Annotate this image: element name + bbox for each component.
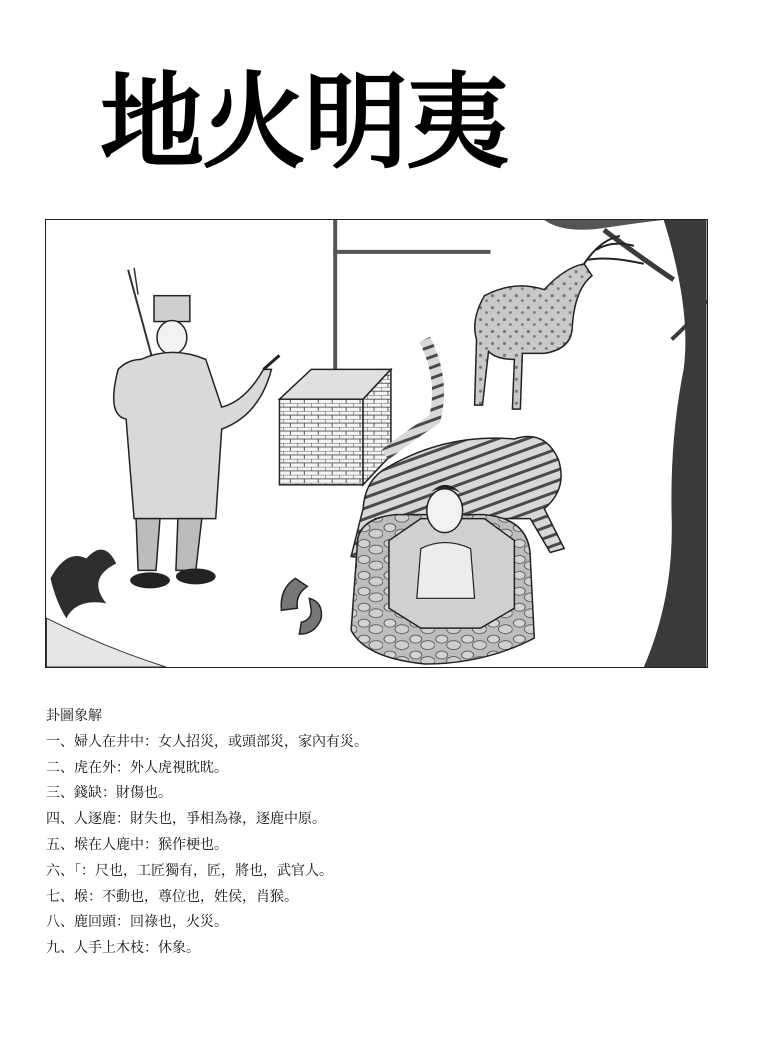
caption-item-text: 人逐鹿：財失也，爭相為祿，逐鹿中原。 bbox=[74, 811, 326, 828]
caption-item-number: 八、 bbox=[46, 914, 74, 931]
shrub bbox=[50, 550, 116, 619]
broken-coin bbox=[281, 578, 321, 634]
caption-item bbox=[46, 936, 706, 962]
caption-item bbox=[46, 781, 706, 807]
caption-item-text: 堠：不動也，尊位也，姓侯，肖猴。 bbox=[74, 888, 298, 905]
caption-item-text: 鹿回頭：回祿也，火災。 bbox=[74, 914, 228, 931]
caption-list bbox=[46, 730, 706, 962]
caption-item-number: 七、 bbox=[46, 888, 74, 905]
caption-item bbox=[46, 730, 706, 756]
caption-item-text: 「：尺也，工匠獨有，匠，將也，武官人。 bbox=[74, 862, 333, 879]
page-title: 地火明夷 bbox=[100, 61, 509, 183]
caption-item-number: 四、 bbox=[46, 811, 74, 828]
caption-item bbox=[46, 910, 706, 936]
caption-item-number: 五、 bbox=[46, 836, 74, 853]
scholar-official-figure bbox=[114, 268, 280, 589]
caption-item-number: 一、 bbox=[46, 733, 74, 750]
caption-item-number: 二、 bbox=[46, 759, 74, 776]
caption-item bbox=[46, 756, 706, 782]
hexagram-explanation bbox=[46, 704, 706, 962]
caption-item-text: 虎在外：外人虎視眈眈。 bbox=[74, 759, 228, 776]
caption-item bbox=[46, 807, 706, 833]
caption-item-number: 六、 bbox=[46, 862, 74, 879]
deer-figure bbox=[475, 236, 644, 409]
ground-slope bbox=[46, 618, 165, 667]
caption-item-text: 人手上木枝：休象。 bbox=[74, 940, 200, 957]
caption-item-number: 三、 bbox=[46, 785, 74, 802]
caption-item bbox=[46, 859, 706, 885]
hexagram-illustration bbox=[45, 219, 708, 668]
caption-item-text: 婦人在井中：女人招災，或頭部災，家內有災。 bbox=[74, 733, 368, 750]
caption-heading: 卦圖象解 bbox=[46, 708, 102, 724]
caption-item-text: 錢缺：財傷也。 bbox=[74, 785, 172, 802]
caption-item bbox=[46, 833, 706, 859]
caption-item-number: 九、 bbox=[46, 940, 74, 957]
caption-item-text: 堠在人鹿中：猴作梗也。 bbox=[74, 836, 228, 853]
caption-item bbox=[46, 885, 706, 911]
